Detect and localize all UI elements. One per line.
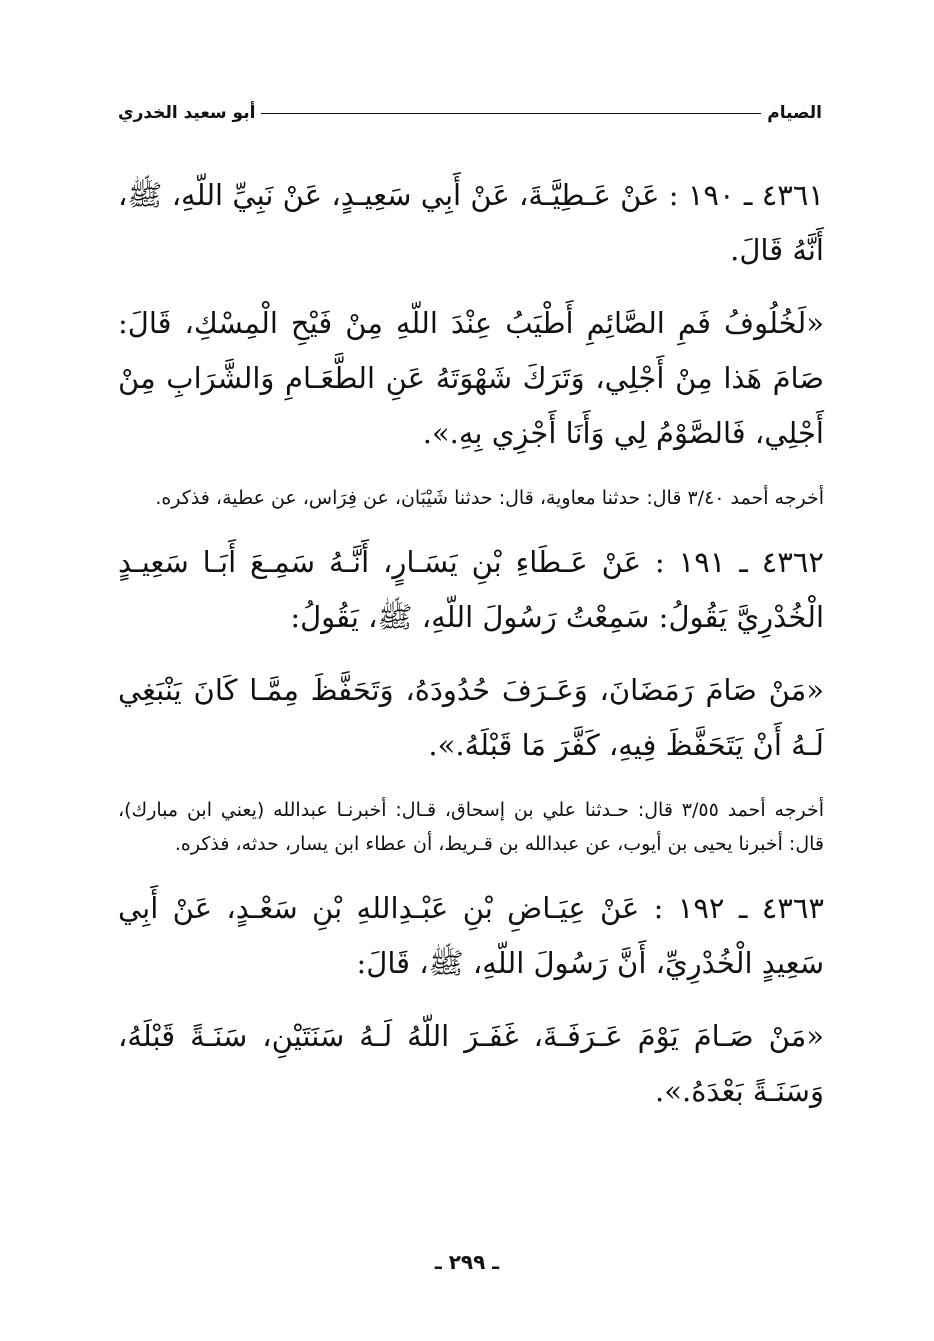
page-content: [118, 168, 824, 1139]
hadith-4362-head: ٤٣٦٢ ـ ١٩١ : عَنْ عَـطَاءِ بْنِ يَسَـارٍ، أَنَّـهُ سَمِـعَ أَبَـا سَعِيـدٍ الْخُدْرِيَّ يَقُولُ: سَمِعْتُ رَسُولَ اللّهِ، ﷺ، يَقُولُ:: [118, 545, 824, 634]
hadith-4361-takhrij: أخرجه أحمد ٣/٤٠ قال: حدثنا معاوية، قال: حدثنا شَيْبَان، عن فِرَاس، عن عطية، فذكره.: [155, 487, 824, 509]
hadith-4362-matn: «مَنْ صَامَ رَمَضَانَ، وَعَـرَفَ حُدُودَهُ، وَتَحَفَّظَ مِمَّـا كَانَ يَنْبَغِي لَـهُ أَنْ يَتَحَفَّظَ فِيهِ، كَفَّرَ مَا قَبْلَهُ.».: [118, 673, 824, 762]
hadith-4363-head: ٤٣٦٣ ـ ١٩٢ : عَنْ عِيَـاضِ بْنِ عَبْـدِاللهِ بْنِ سَعْـدٍ، عَنْ أَبِي سَعِيدٍ الْخُدْرِيِّ، أَنَّ رَسُولَ اللّهِ، ﷺ، قَالَ:: [118, 891, 824, 980]
running-header: [118, 98, 822, 128]
hadith-4363-matn: «مَنْ صَـامَ يَوْمَ عَـرَفَـةَ، غَفَـرَ اللّهُ لَـهُ سَنَتَيْنِ، سَنَـةً قَبْلَهُ، وَسَنَـةً بَعْدَهُ.».: [118, 1019, 824, 1108]
narrator-title: أبو سعيد الخدري: [118, 103, 256, 123]
hadith-4361-head: ٤٣٦١ ـ ١٩٠ : عَنْ عَـطِيَّـةَ، عَنْ أَبِي سَعِيـدٍ، عَنْ نَبِيِّ اللّهِ، ﷺ، أَنَّهُ قَالَ.: [118, 178, 825, 267]
hadith-4361-matn: «لَخُلُوفُ فَمِ الصَّائِمِ أَطْيَبُ عِنْدَ اللّهِ مِنْ فَيْحِ الْمِسْكِ، قَالَ: صَامَ هَذا مِنْ أَجْلِي، وَتَرَكَ شَهْوَتَهُ عَنِ الطَّعَـامِ وَالشَّرَابِ مِنْ أَجْلِي، فَالصَّوْمُ لِي وَأَنَا أَجْزِي بِهِ.».: [118, 306, 824, 450]
header-rule: [261, 113, 761, 114]
page-number: ـ ٢٩٩ ـ: [434, 1250, 500, 1274]
chapter-title: الصيام: [767, 103, 822, 123]
hadith-4362-takhrij: أخرجه أحمد ٣/٥٥ قال: حـدثنا علي بن إسحاق، قـال: أخبرنـا عبدالله (يعني ابن مبارك)، قال: أخبرنا يحيى بن أيوب، عن عبدالله بن قـريط، أن عطاء ابن يسار، حدثه، فذكره.: [118, 799, 824, 855]
